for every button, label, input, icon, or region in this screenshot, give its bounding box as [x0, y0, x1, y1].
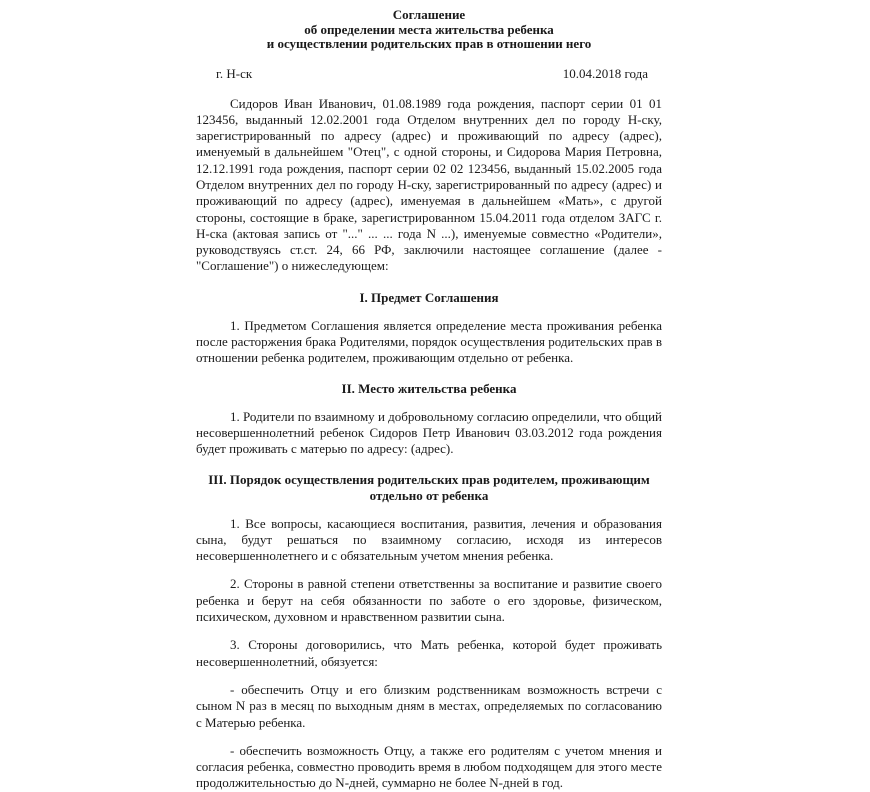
- title-line-1: Соглашение: [392, 7, 466, 22]
- place: г. Н-ск: [216, 65, 253, 81]
- date: 10.04.2018 года: [562, 65, 648, 81]
- section-3-paragraph-1: 1. Все вопросы, касающиеся воспитания, развития, лечения и образования сына, будут решаться по взаимному согласию, исходя из интересов несовершеннолетнего и с обязательным учетом мнения ребенка.: [196, 515, 662, 564]
- section-1-paragraph-1: 1. Предметом Соглашения является определение места проживания ребенка после расторжения брака Родителями, порядок осуществления родительских прав в отношении ребенка родителем, проживающим отдельно от ребенка.: [196, 317, 662, 366]
- section-3-obligation-1: - обеспечить Отцу и его близким родственникам возможность встречи с сыном N раз в месяц по выходным дням в местах, определяемых по согласованию с Матерью ребенка.: [196, 681, 662, 730]
- section-3-paragraph-2: 2. Стороны в равной степени ответственны за воспитание и развитие своего ребенка и берут на себя обязанности по заботе о его здоровье, физическом, психическом, духовном и нравственном развитии сына.: [196, 576, 662, 625]
- section-heading-3-line-2: отдельно от ребенка: [369, 487, 489, 503]
- place-date-row: [196, 66, 662, 82]
- title-line-3: и осуществлении родительских прав в отношении него: [266, 36, 592, 51]
- section-heading-3: [196, 472, 662, 504]
- document-page: [196, 0, 662, 792]
- section-3-paragraph-3: 3. Стороны договорились, что Мать ребенка, которой будет проживать несовершеннолетний, обязуется:: [196, 637, 662, 669]
- section-3-obligation-2: - обеспечить возможность Отцу, а также его родителям с учетом мнения и согласия ребенка, совместно проводить время в любом подходящем для этого месте продолжительностью до N-дней, суммарно не более N-дней в год.: [196, 742, 662, 791]
- section-2-paragraph-1: 1. Родители по взаимному и добровольному согласию определили, что общий несовершеннолетний ребенок Сидоров Петр Иванович 03.03.2012 года рождения будет проживать с матерью по адресу: (адрес).: [196, 408, 662, 457]
- section-heading-2: II. Место жительства ребенка: [341, 380, 517, 396]
- title-line-2: об определении места жительства ребенка: [304, 21, 554, 37]
- section-heading-3-line-1: III. Порядок осуществления родительских прав родителем, проживающим: [208, 471, 650, 487]
- document-title: [196, 8, 662, 52]
- section-heading-1: I. Предмет Соглашения: [359, 289, 499, 305]
- intro-paragraph: Сидоров Иван Иванович, 01.08.1989 года рождения, паспорт серии 01 01 123456, выданный 12.02.2001 года Отделом внутренних дел по городу Н-ску, зарегистрированный по адресу (адрес) и проживающий по адресу (адрес), именуемый в дальнейшем "Отец", с одной стороны, и Сидорова Мария Петровна, 12.12.1991 года рождения, паспорт серии 02 02 123456, выданный 15.02.2005 года Отделом внутренних дел по городу Н-ску, зарегистрированный по адресу (адрес) и проживающий по адресу (адрес), именуемая в дальнейшем «Мать», с другой стороны, состоящие в браке, зарегистрированном 15.04.2011 года отделом ЗАГС г. Н-ска (актовая запись от "..." ... ... года N ...), именуемые совместно «Родители», руководствуясь ст.ст. 24, 66 РФ, заключили настоящее соглашение (далее - "Соглашение") о нижеследующем:: [196, 95, 662, 274]
